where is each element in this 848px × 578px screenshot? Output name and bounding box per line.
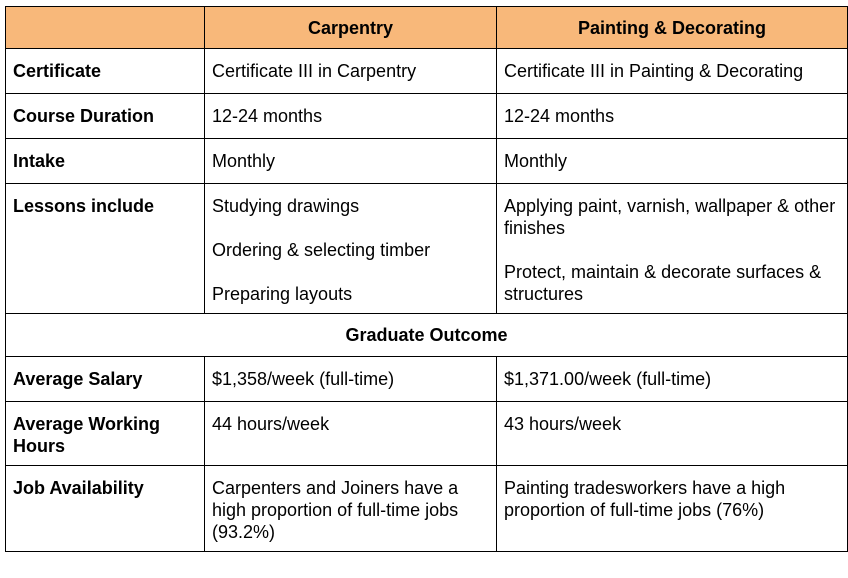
painting-hours: 43 hours/week xyxy=(497,402,848,466)
painting-salary: $1,371.00/week (full-time) xyxy=(497,357,848,402)
table-row-lessons xyxy=(6,184,848,314)
row-label-duration: Course Duration xyxy=(6,94,205,139)
table-row-hours xyxy=(6,402,848,466)
section-row-graduate-outcome xyxy=(6,314,848,357)
row-label-certificate: Certificate xyxy=(6,49,205,94)
table-row-duration xyxy=(6,94,848,139)
carpentry-lesson-item: Ordering & selecting timber xyxy=(212,240,431,260)
carpentry-lesson-item: Studying drawings xyxy=(212,196,360,216)
table-row-intake xyxy=(6,139,848,184)
carpentry-hours: 44 hours/week xyxy=(205,402,497,466)
header-blank-cell xyxy=(6,7,205,49)
carpentry-intake: Monthly xyxy=(205,139,497,184)
comparison-table xyxy=(5,6,848,552)
row-label-salary: Average Salary xyxy=(6,357,205,402)
comparison-table-container xyxy=(5,6,848,552)
header-painting: Painting & Decorating xyxy=(497,7,848,49)
carpentry-duration: 12-24 months xyxy=(205,94,497,139)
header-row xyxy=(6,7,848,49)
row-label-jobs: Job Availability xyxy=(6,466,205,552)
table-row-jobs xyxy=(6,466,848,552)
row-label-hours: Average Working Hours xyxy=(6,402,205,466)
painting-lessons xyxy=(497,184,848,314)
carpentry-salary: $1,358/week (full-time) xyxy=(205,357,497,402)
row-label-lessons: Lessons include xyxy=(6,184,205,314)
painting-lesson-item: Applying paint, varnish, wallpaper & other finishes xyxy=(504,196,836,238)
painting-certificate: Certificate III in Painting & Decorating xyxy=(497,49,848,94)
painting-jobs: Painting tradesworkers have a high proportion of full-time jobs (76%) xyxy=(497,466,848,552)
row-label-intake: Intake xyxy=(6,139,205,184)
painting-duration: 12-24 months xyxy=(497,94,848,139)
table-row-certificate xyxy=(6,49,848,94)
carpentry-certificate: Certificate III in Carpentry xyxy=(205,49,497,94)
painting-lesson-item: Protect, maintain & decorate surfaces & structures xyxy=(504,262,822,304)
table-row-salary xyxy=(6,357,848,402)
header-carpentry: Carpentry xyxy=(205,7,497,49)
section-title: Graduate Outcome xyxy=(6,314,848,357)
painting-intake: Monthly xyxy=(497,139,848,184)
carpentry-jobs: Carpenters and Joiners have a high proportion of full-time jobs (93.2%) xyxy=(205,466,497,552)
carpentry-lesson-item: Preparing layouts xyxy=(212,284,353,304)
carpentry-lessons xyxy=(205,184,497,314)
